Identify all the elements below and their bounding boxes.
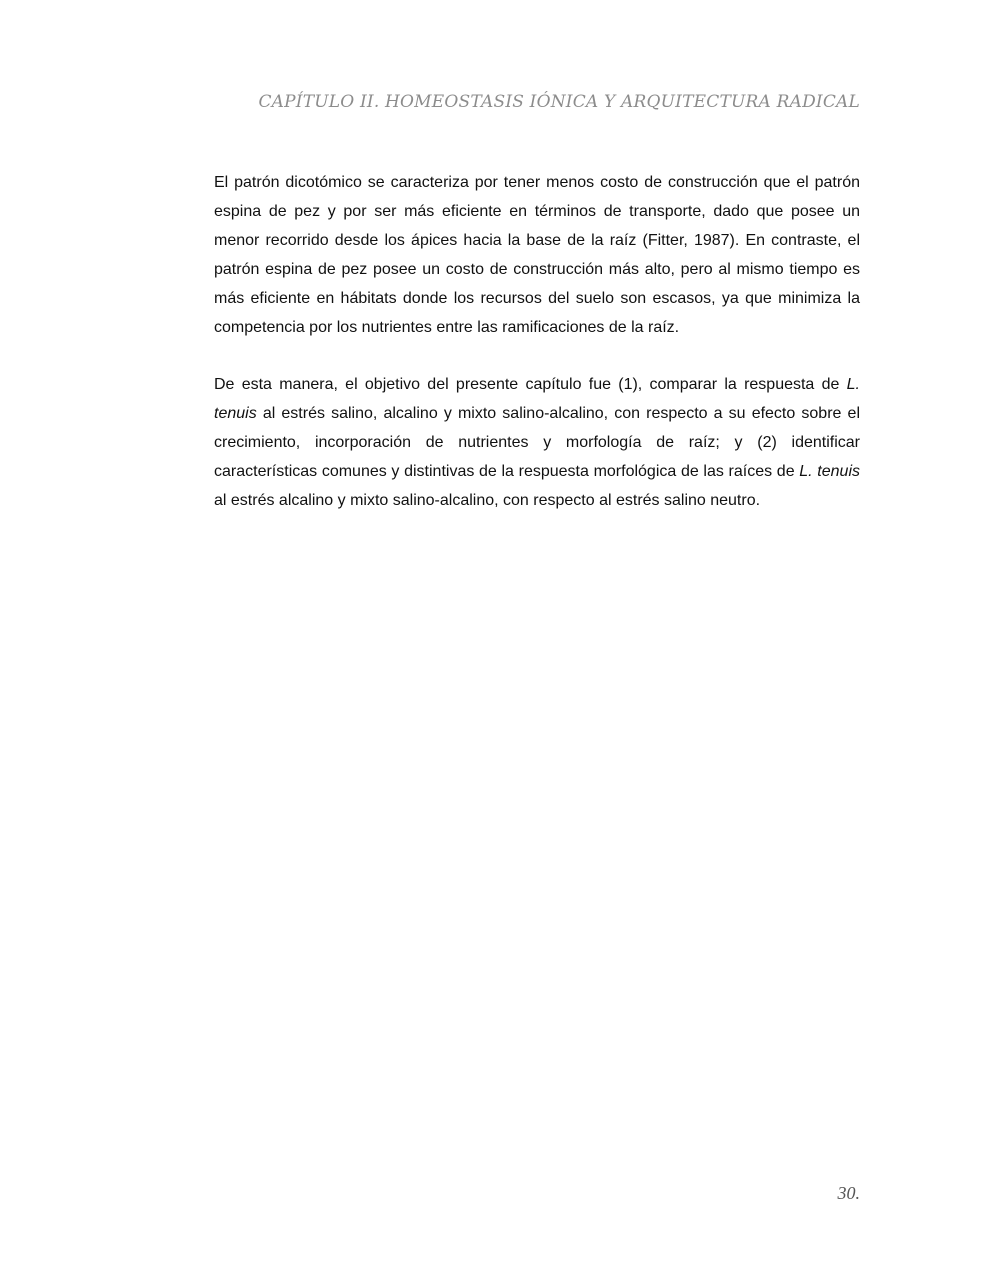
body-text [214, 168, 860, 543]
objective-text-part-1: De esta manera, el objetivo del presente capítulo fue (1), comparar la respuesta de [214, 376, 847, 393]
objective-text-part-2: al estrés salino, alcalino y mixto salino-alcalino, con respecto a su efecto sobre el crecimiento, incorporación de nutrientes y morfología de raíz; y (2) identificar características comunes y distintivas de la respuesta morfológica de las raíces de [214, 405, 860, 480]
objective-text-part-3: al estrés alcalino y mixto salino-alcalino, con respecto al estrés salino neutro. [214, 492, 761, 509]
paragraph-chapter-objective [214, 370, 860, 515]
page-number: 30. [837, 1183, 860, 1203]
running-header: CAPÍTULO II. HOMEOSTASIS IÓNICA Y ARQUITECTURA RADICAL [258, 92, 860, 112]
paragraph-dichotomous-pattern: El patrón dicotómico se caracteriza por tener menos costo de construcción que el patrón espina de pez y por ser más eficiente en términos de transporte, dado que posee un menor recorrido desde los ápices hacia la base de la raíz (Fitter, 1987). En contraste, el patrón espina de pez posee un costo de construcción más alto, pero al mismo tiempo es más eficiente en hábitats donde los recursos del suelo son escasos, ya que minimiza la competencia por los nutrientes entre las ramificaciones de la raíz. [214, 174, 860, 336]
species-name: L. tenuis [799, 463, 860, 480]
species-name: L. tenuis [214, 376, 860, 422]
